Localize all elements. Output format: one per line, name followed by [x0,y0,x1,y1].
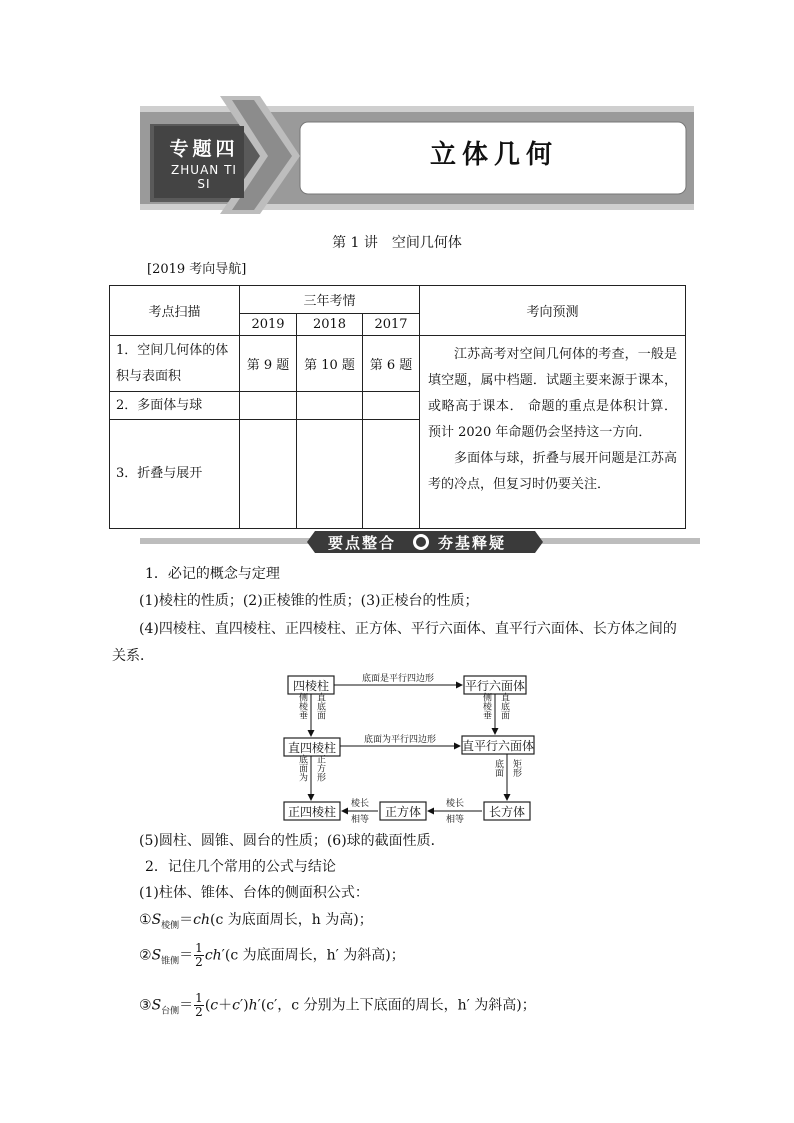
section-title-left: 要点整合 [328,534,397,552]
point-cell: 1．空间几何体的体积与表面积 [110,336,240,392]
header-years: 三年考情 [240,286,420,314]
heading-concepts: 1．必记的概念与定理 [145,566,280,582]
exam-guide-label: [2019 考向导航] [147,262,247,277]
exam-analysis-table [109,285,686,529]
topic-number: 专题四 [169,138,239,160]
body-line: 关系． [112,648,154,664]
year-cell: 第 10 题 [297,336,363,392]
prism-relation-diagram [280,670,540,825]
edge-label: 相等 [445,815,465,825]
formula-note: (c′，c 分别为上下底面的周长，h′ 为斜高)； [260,997,536,1014]
edge-label: 底面是平行四边形 [361,674,435,684]
edge-label: 相等 [350,815,370,825]
section-title-right: 夯基释疑 [438,534,507,552]
year-2018: 2018 [297,314,363,336]
lecture-title: 第 1 讲 空间几何体 [332,235,462,251]
fraction-half: $\frac{1}{2}$ [195,991,203,1019]
edge-label: 底面 [493,759,503,777]
chapter-title: 立体几何 [429,140,558,170]
node-cube: 正方体 [384,805,422,819]
heading-formulas: 2．记住几个常用的公式与结论 [145,859,336,875]
prediction-cell [420,336,686,529]
section-band [140,530,700,554]
point-cell: 3．折叠与展开 [110,420,240,529]
body-line: (1)柱体、锥体、台体的侧面积公式： [139,885,369,901]
formula-note: (c 为底面周长，h′ 为斜高)； [224,947,405,964]
header-prediction: 考向预测 [420,286,686,336]
topic-banner [140,96,694,214]
formula-prism-lateral: $①S_{棱侧}=ch(c$ 为底面周长，h 为高)； [139,912,373,931]
year-cell [240,392,297,420]
edge-label: 棱长 [350,799,370,809]
year-cell [363,420,420,529]
node-right-parallelepiped: 直平行六面体 [461,739,535,753]
node-right-prism4: 直四棱柱 [287,741,337,755]
year-cell [363,392,420,420]
edge-label: 正方形 [315,754,325,782]
formula-pyramid-lateral: $②S_{锥侧}=$ $\frac{1}{2}$ ch′(c 为底面周长，h′ 为斜高)； [139,941,405,969]
node-cuboid: 长方体 [488,805,526,819]
topic-label [164,134,244,191]
edge-label: 直底面 [315,692,325,720]
year-2019: 2019 [240,314,297,336]
prediction-paragraph: 江苏高考对空间几何体的考查，一般是填空题，属中档题．试题主要来源于课本，或略高于课本． 命题的重点是体积计算．预计 2020 年命题仍会坚持这一方向． [428,347,677,440]
fraction-half: $\frac{1}{2}$ [195,941,203,969]
table-row [110,336,686,392]
edge-label: 底面为 [297,754,307,782]
node-prism4: 四棱柱 [292,679,330,693]
edge-label: 矩形 [511,759,521,777]
edge-label: 直底面 [499,692,509,720]
point-cell: 2．多面体与球 [110,392,240,420]
section-band-graphic [140,530,700,554]
node-regular-prism4: 正四棱柱 [287,805,337,819]
node-parallelepiped: 平行六面体 [464,679,526,693]
year-cell [240,420,297,529]
edge-label: 棱长 [445,799,465,809]
topic-pinyin: ZHUAN TI SI [171,163,237,191]
body-line: (5)圆柱、圆锥、圆台的性质；(6)球的截面性质． [139,833,445,849]
header-points: 考点扫描 [110,286,240,336]
edge-label: 侧棱垂 [297,692,307,720]
formula-frustum-lateral: $③S_{台侧}=$ $\frac{1}{2}$ (c＋c′)h′(c′，c 分别为上下底面的周长，h′ 为斜高)； [139,991,536,1019]
year-cell [297,420,363,529]
year-cell [297,392,363,420]
body-line: (4)四棱柱、直四棱柱、正四棱柱、正方体、平行六面体、直平行六面体、长方体之间的 [139,621,677,637]
formula-note: (c 为底面周长，h 为高)； [210,912,373,928]
edge-label: 侧棱垂 [481,692,491,720]
prediction-paragraph: 多面体与球，折叠与展开问题是江苏高考的冷点，但复习时仍要关注． [428,451,677,492]
year-2017: 2017 [363,314,420,336]
year-cell: 第 6 题 [363,336,420,392]
edge-label: 底面为平行四边形 [363,735,437,745]
body-line: (1)棱柱的性质；(2)正棱锥的性质；(3)正棱台的性质； [139,593,479,609]
year-cell: 第 9 题 [240,336,297,392]
